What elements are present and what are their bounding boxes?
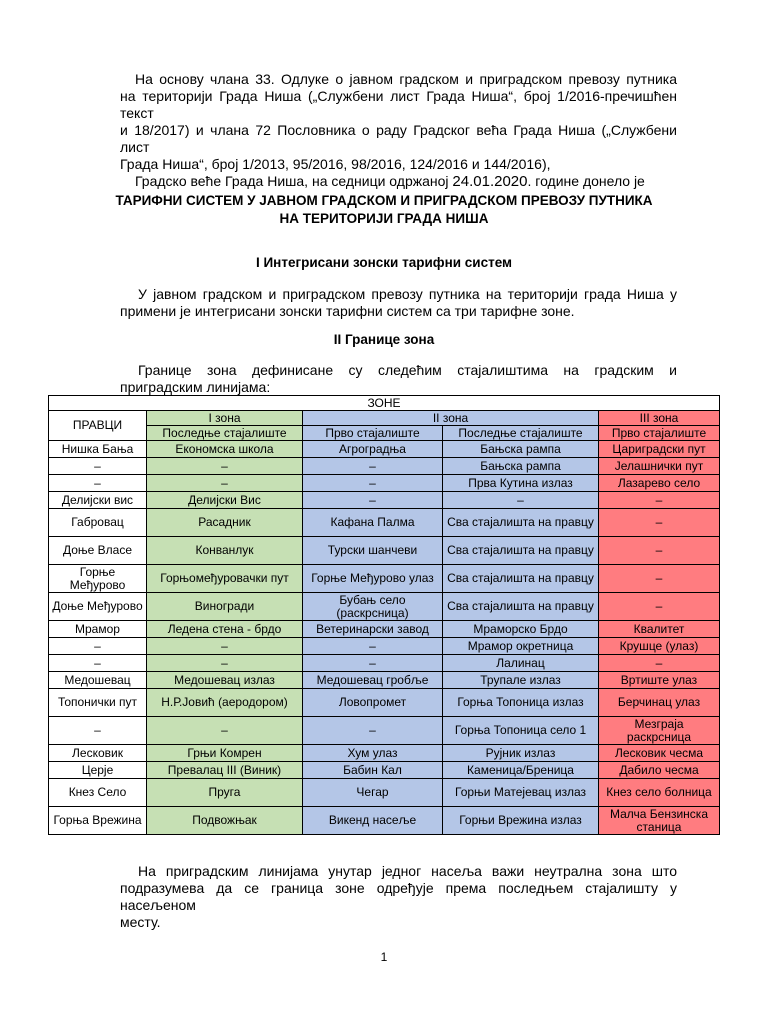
direction-cell: Габровац bbox=[49, 509, 147, 537]
table-row bbox=[49, 745, 720, 762]
page-number: 1 bbox=[380, 950, 388, 964]
zone-1-cell: – bbox=[147, 717, 303, 745]
zone-2-last-cell: Горња Топоница село 1 bbox=[443, 717, 599, 745]
zone-1-cell: Конванлук bbox=[147, 537, 303, 565]
section-1-line-1: У јавном градском и приградском превозу путника на територији града Ниша у bbox=[138, 286, 677, 302]
zone-1-header: I зона bbox=[147, 411, 303, 426]
zone-1-subheader: Последње стајалиште bbox=[147, 426, 303, 441]
zone-2-first-cell: Чегар bbox=[303, 779, 443, 807]
zone-2-first-cell: Викенд насеље bbox=[303, 807, 443, 835]
table-row bbox=[49, 441, 720, 458]
zone-2-last-cell: Сва стајалишта на правцу bbox=[443, 537, 599, 565]
zone-3-cell: – bbox=[599, 492, 720, 509]
direction-cell: – bbox=[49, 655, 147, 672]
zone-2-last-cell: Рујник излаз bbox=[443, 745, 599, 762]
direction-cell: Церје bbox=[49, 762, 147, 779]
zone-2-last-cell: Мрамор окретница bbox=[443, 638, 599, 655]
intro-line-2: на територији Града Ниша („Службени лист Града Ниша“, број 1/2016-пречишћен текст bbox=[120, 88, 677, 121]
zone-2-last-cell: Мраморско Брдо bbox=[443, 621, 599, 638]
direction-cell: Мрамор bbox=[49, 621, 147, 638]
zone-1-cell: Виногради bbox=[147, 593, 303, 621]
zone-3-cell: Дабило чесма bbox=[599, 762, 720, 779]
direction-cell: – bbox=[49, 475, 147, 492]
direction-cell: Горње Међурово bbox=[49, 565, 147, 593]
table-row bbox=[49, 509, 720, 537]
zone-3-cell: Квалитет bbox=[599, 621, 720, 638]
zone-2-first-cell: Ветеринарски завод bbox=[303, 621, 443, 638]
intro-session-text: Градско веће Града Ниша, на седници одржаној bbox=[135, 173, 453, 189]
table-row bbox=[49, 492, 720, 509]
intro-line-4: Града Ниша“, број 1/2013, 95/2016, 98/2016, 124/2016 и 144/2016), bbox=[120, 156, 551, 172]
table-row bbox=[49, 593, 720, 621]
zone-2-last-cell: Бањска рампа bbox=[443, 441, 599, 458]
closing-line-2: подразумева да се граница зоне одређује према последњем стајалишту у насељеном bbox=[120, 880, 677, 913]
direction-cell: – bbox=[49, 458, 147, 475]
zone-2-first-cell: – bbox=[303, 458, 443, 475]
zone-2-subheader-first: Прво стајалиште bbox=[303, 426, 443, 441]
zones-table-body bbox=[49, 441, 720, 835]
zone-2-last-cell: Трупале излаз bbox=[443, 672, 599, 689]
zone-1-cell: Економска школа bbox=[147, 441, 303, 458]
zone-2-first-cell: Турски шанчеви bbox=[303, 537, 443, 565]
section-2-line-1: Границе зона дефинисане су следећим стајалиштима на градским и bbox=[138, 362, 677, 378]
zone-1-cell: Подвожњак bbox=[147, 807, 303, 835]
zone-3-cell: – bbox=[599, 655, 720, 672]
zone-3-subheader: Прво стајалиште bbox=[599, 426, 720, 441]
zone-1-cell: – bbox=[147, 638, 303, 655]
section-1-body bbox=[120, 286, 677, 320]
zone-2-last-cell: Прва Кутина излаз bbox=[443, 475, 599, 492]
zone-2-last-cell: Сва стајалишта на правцу bbox=[443, 565, 599, 593]
zone-2-last-cell: Горњи Матејевац излаз bbox=[443, 779, 599, 807]
zone-2-last-cell: Горњи Врежина излаз bbox=[443, 807, 599, 835]
closing-line-1: На приградским линијама унутар једног насеља важи неутрална зона што bbox=[138, 863, 677, 879]
zone-3-cell: Вртиште улаз bbox=[599, 672, 720, 689]
table-caption: ЗОНЕ bbox=[49, 396, 720, 411]
direction-cell: Горња Врежина bbox=[49, 807, 147, 835]
section-2-line-2: приградским линијама: bbox=[120, 379, 271, 395]
session-date: 24.01.2020 bbox=[452, 173, 528, 190]
table-row bbox=[49, 689, 720, 717]
zone-3-cell: Мезграја раскрсница bbox=[599, 717, 720, 745]
section-2-body bbox=[120, 362, 677, 396]
zone-1-cell: Медошевац излаз bbox=[147, 672, 303, 689]
intro-session-end: . године донело је bbox=[527, 173, 645, 189]
zone-3-cell: Лесковик чесма bbox=[599, 745, 720, 762]
zone-2-first-cell: Агроградња bbox=[303, 441, 443, 458]
zone-3-cell: – bbox=[599, 509, 720, 537]
table-row bbox=[49, 655, 720, 672]
zone-2-last-cell: Бањска рампа bbox=[443, 458, 599, 475]
direction-cell: Доње Међурово bbox=[49, 593, 147, 621]
zone-3-cell: Малча Бензинска станица bbox=[599, 807, 720, 835]
zone-1-cell: Делијски Вис bbox=[147, 492, 303, 509]
direction-cell: – bbox=[49, 638, 147, 655]
zone-2-last-cell: Каменица/Бреница bbox=[443, 762, 599, 779]
zone-2-first-cell: – bbox=[303, 492, 443, 509]
table-row bbox=[49, 779, 720, 807]
zone-2-header: II зона bbox=[303, 411, 599, 426]
section-1-line-2: примени је интегрисани зонски тарифни систем са три тарифне зоне. bbox=[120, 303, 575, 319]
zone-1-cell: Ледена стена - брдо bbox=[147, 621, 303, 638]
zone-2-first-cell: Хум улаз bbox=[303, 745, 443, 762]
zone-2-first-cell: – bbox=[303, 655, 443, 672]
direction-cell: Медошевац bbox=[49, 672, 147, 689]
zone-2-first-cell: Горње Међурово улаз bbox=[303, 565, 443, 593]
zone-2-last-cell: Лалинац bbox=[443, 655, 599, 672]
table-row bbox=[49, 717, 720, 745]
zone-1-cell: Расадник bbox=[147, 509, 303, 537]
zone-1-cell: Превалац III (Виник) bbox=[147, 762, 303, 779]
zone-3-cell: Крушце (улаз) bbox=[599, 638, 720, 655]
zone-3-cell: Берчинац улаз bbox=[599, 689, 720, 717]
zone-2-subheader-last: Последње стајалиште bbox=[443, 426, 599, 441]
table-row bbox=[49, 565, 720, 593]
section-2-heading: II Границе зона bbox=[333, 332, 435, 347]
zone-3-header: III зона bbox=[599, 411, 720, 426]
zone-2-first-cell: – bbox=[303, 717, 443, 745]
zone-3-cell: Кнез село болница bbox=[599, 779, 720, 807]
direction-cell: Топонички пут bbox=[49, 689, 147, 717]
zone-1-cell: – bbox=[147, 458, 303, 475]
zone-1-cell: – bbox=[147, 475, 303, 492]
intro-line-1: На основу члана 33. Одлуке о јавном градском и приградском превозу путника bbox=[135, 71, 677, 87]
closing-paragraph bbox=[120, 863, 677, 931]
zone-3-cell: Јелашнички пут bbox=[599, 458, 720, 475]
zone-2-first-cell: Бубањ село (раскрсница) bbox=[303, 593, 443, 621]
zone-1-cell: Грњи Комрен bbox=[147, 745, 303, 762]
table-row bbox=[49, 672, 720, 689]
table-row bbox=[49, 762, 720, 779]
intro-paragraph bbox=[120, 71, 677, 190]
table-row bbox=[49, 621, 720, 638]
intro-line-3: и 18/2017) и члана 72 Пословника о раду Градског већа Града Ниша („Службени лист bbox=[120, 122, 677, 155]
intro-session-line bbox=[120, 173, 677, 190]
title-line-1: ТАРИФНИ СИСТЕМ У ЈАВНОМ ГРАДСКОМ И ПРИГРАДСКОМ ПРЕВОЗУ ПУТНИКА bbox=[115, 193, 653, 208]
zone-2-last-cell: Сва стајалишта на правцу bbox=[443, 509, 599, 537]
zone-1-cell: Горњомеђуровачки пут bbox=[147, 565, 303, 593]
zone-3-cell: – bbox=[599, 537, 720, 565]
direction-cell: Нишка Бања bbox=[49, 441, 147, 458]
direction-cell: – bbox=[49, 717, 147, 745]
zone-1-cell: – bbox=[147, 655, 303, 672]
zone-2-last-cell: Сва стајалишта на правцу bbox=[443, 593, 599, 621]
zone-1-cell: Пруга bbox=[147, 779, 303, 807]
table-row bbox=[49, 807, 720, 835]
closing-line-3: месту. bbox=[120, 914, 161, 930]
directions-header: ПРАВЦИ bbox=[49, 411, 147, 441]
zone-2-last-cell: Горња Топоница излаз bbox=[443, 689, 599, 717]
zone-2-first-cell: Бабин Кал bbox=[303, 762, 443, 779]
direction-cell: Доње Власе bbox=[49, 537, 147, 565]
table-row bbox=[49, 537, 720, 565]
zone-2-first-cell: – bbox=[303, 475, 443, 492]
zone-2-first-cell: – bbox=[303, 638, 443, 655]
zone-1-cell: Н.Р.Јовић (аеродором) bbox=[147, 689, 303, 717]
table-row bbox=[49, 475, 720, 492]
zone-2-first-cell: Медошевац гробље bbox=[303, 672, 443, 689]
table-row bbox=[49, 458, 720, 475]
direction-cell: Лесковик bbox=[49, 745, 147, 762]
zones-table bbox=[48, 395, 720, 835]
zone-3-cell: – bbox=[599, 593, 720, 621]
zone-3-cell: – bbox=[599, 565, 720, 593]
direction-cell: Делијски вис bbox=[49, 492, 147, 509]
table-row bbox=[49, 638, 720, 655]
direction-cell: Кнез Село bbox=[49, 779, 147, 807]
section-1-heading: I Интегрисани зонски тарифни систем bbox=[255, 255, 513, 270]
title-line-2: НА ТЕРИТОРИЈИ ГРАДА НИША bbox=[279, 211, 489, 226]
zone-2-first-cell: Кафана Палма bbox=[303, 509, 443, 537]
zone-2-first-cell: Ловопромет bbox=[303, 689, 443, 717]
zone-3-cell: Цариградски пут bbox=[599, 441, 720, 458]
document-title bbox=[80, 192, 688, 228]
zone-2-last-cell: – bbox=[443, 492, 599, 509]
zone-3-cell: Лазарево село bbox=[599, 475, 720, 492]
